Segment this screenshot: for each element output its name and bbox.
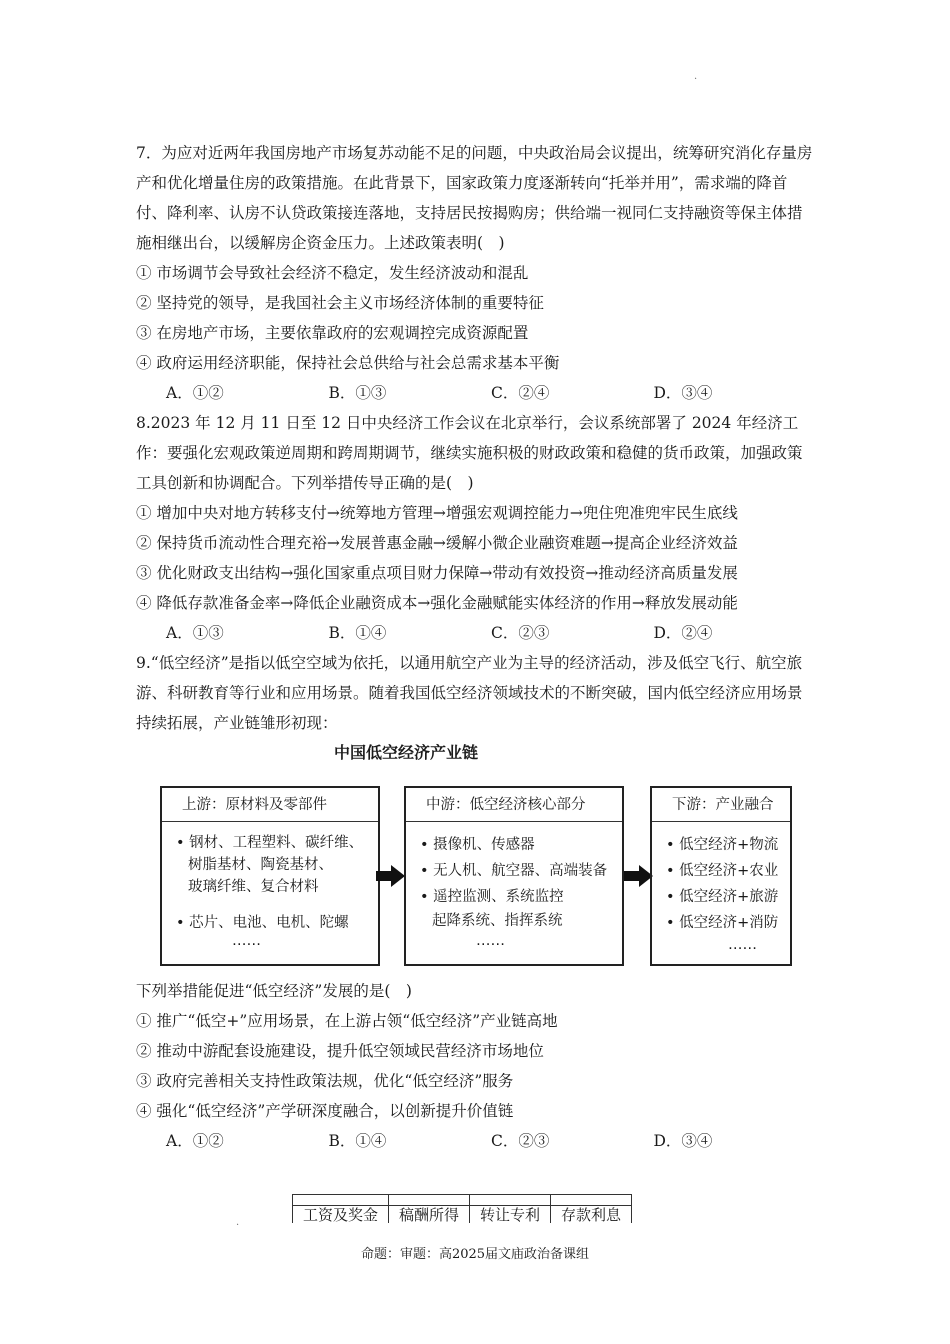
stray-mark: · (236, 1220, 240, 1231)
midstream-item: • 无人机、航空器、高端装备 (420, 863, 608, 879)
q7-option-b: B．①③ (328, 384, 387, 402)
q8-statement-1: ① 增加中央对地方转移支付→统筹地方管理→增强宏观调控能力→兜住兜准兜牢民生底线 (136, 504, 738, 522)
q8-option-b: B．①④ (328, 624, 387, 642)
q9-statement-2: ② 推动中游配套设施建设，提升低空领域民营经济市场地位 (136, 1042, 544, 1060)
q9-stem: 9.“低空经济”是指以低空空域为依托，以通用航空产业为主导的经济活动，涉及低空飞行、航空旅游、科研教育等行业和应用场景。随着我国低空经济领域技术的不断突破，国内低空经济应用场景持续拓展，产业链雏形初现： (136, 654, 803, 732)
q7-statement-2: ② 坚持党的领导，是我国社会主义市场经济体制的重要特征 (136, 294, 544, 312)
q7-stem: 7．为应对近两年我国房地产市场复苏动能不足的问题，中央政治局会议提出，统筹研究消化存量房产和优化增量住房的政策措施。在此背景下，国家政策力度逐渐转向“托举并用”，需求端的降首付、降利率、认房不认贷政策接连落地，支持居民按揭购房；供给端一视同仁支持融资等保主体措施相继出台，以缓解房企资金压力。上述政策表明( ) (136, 144, 813, 252)
q8-statement-3: ③ 优化财政支出结构→强化国家重点项目财力保障→带动有效投资→推动经济高质量发展 (136, 564, 738, 582)
q8-stem: 8.2023 年 12 月 11 日至 12 日中央经济工作会议在北京举行，会议系统部署了 2024 年经济工作：要强化宏观政策逆周期和跨周期调节，继续实施积极的财政政策和稳健的货币政策，加强政策工具创新和协调配合。下列举措传导正确的是( ) (136, 414, 803, 492)
q7-statement-4: ④ 政府运用经济职能，保持社会总供给与社会总需求基本平衡 (136, 354, 560, 372)
upstream-more: …… (232, 933, 261, 949)
q8-statement-4: ④ 降低存款准备金率→降低企业融资成本→强化金融赋能实体经济的作用→释放发展动能 (136, 594, 738, 612)
stray-table (292, 1194, 632, 1223)
stray-table-cell: 存款利息 (550, 1195, 632, 1223)
upstream-item: • 芯片、电池、电机、陀螺 (176, 915, 349, 931)
q7-statement-3: ③ 在房地产市场，主要依靠政府的宏观调控完成资源配置 (136, 324, 529, 342)
stray-table-cell: 稿酬所得 (388, 1195, 469, 1223)
q7-options (136, 378, 816, 408)
q8-statement-2: ② 保持货币流动性合理充裕→发展普惠金融→缓解小微企业融资难题→提高企业经济效益 (136, 534, 738, 552)
midstream-item: • 摄像机、传感器 (420, 837, 535, 853)
q7-statement-1: ① 市场调节会导致社会经济不稳定，发生经济波动和混乱 (136, 264, 529, 282)
q7-option-d: D．③④ (653, 384, 713, 402)
q9-statement-1: ① 推广“低空+”应用场景，在上游占领“低空经济”产业链高地 (136, 1012, 558, 1030)
q9-statement-3: ③ 政府完善相关支持性政策法规，优化“低空经济”服务 (136, 1072, 514, 1090)
q9-option-d: D．③④ (653, 1132, 713, 1150)
downstream-box (650, 786, 792, 966)
downstream-head: 下游：产业融合 (652, 788, 790, 822)
q9-question: 下列举措能促进“低空经济”发展的是( ) (136, 982, 412, 1000)
q8-options (136, 618, 816, 648)
q9-option-b: B．①④ (328, 1132, 387, 1150)
q9-statement-4: ④ 强化“低空经济”产学研深度融合，以创新提升价值链 (136, 1102, 514, 1120)
upstream-item: 树脂基材、陶瓷基材、 (188, 857, 333, 873)
diagram-title: 中国低空经济产业链 (333, 743, 478, 762)
q9-option-c: C．②③ (491, 1132, 550, 1150)
upstream-box (160, 786, 380, 966)
midstream-item: • 遥控监测、系统监控 (420, 889, 564, 905)
q9-option-a: A．①② (166, 1132, 224, 1150)
upstream-item: 玻璃纤维、复合材料 (188, 879, 319, 895)
q9-options (136, 1126, 816, 1156)
downstream-item: • 低空经济+物流 (666, 837, 779, 853)
stray-table-cell: 工资及奖金 (292, 1195, 388, 1223)
exam-content (136, 138, 816, 1156)
industry-chain-diagram (136, 738, 816, 976)
q8-option-d: D．②④ (653, 624, 713, 642)
q8-option-a: A．①③ (166, 624, 224, 642)
q7-option-a: A．①② (166, 384, 224, 402)
upstream-item: • 钢材、工程塑料、碳纤维、 (176, 835, 364, 851)
page-footer: 命题：审题：高2025届文庙政治备课组 (360, 1247, 590, 1262)
midstream-head: 中游：低空经济核心部分 (406, 788, 622, 822)
downstream-item: • 低空经济+农业 (666, 863, 779, 879)
downstream-item: • 低空经济+旅游 (666, 889, 779, 905)
stray-mark: · (694, 74, 698, 85)
midstream-item: 起降系统、指挥系统 (432, 913, 563, 929)
upstream-head: 上游：原材料及零部件 (162, 788, 378, 822)
midstream-more: …… (476, 933, 505, 949)
q7-option-c: C．②④ (491, 384, 550, 402)
stray-table-cell: 转让专利 (469, 1195, 550, 1223)
arrow-right-icon (376, 866, 406, 886)
downstream-item: • 低空经济+消防 (666, 915, 779, 931)
downstream-more: …… (728, 937, 757, 953)
q8-option-c: C．②③ (491, 624, 550, 642)
midstream-box (404, 786, 624, 966)
